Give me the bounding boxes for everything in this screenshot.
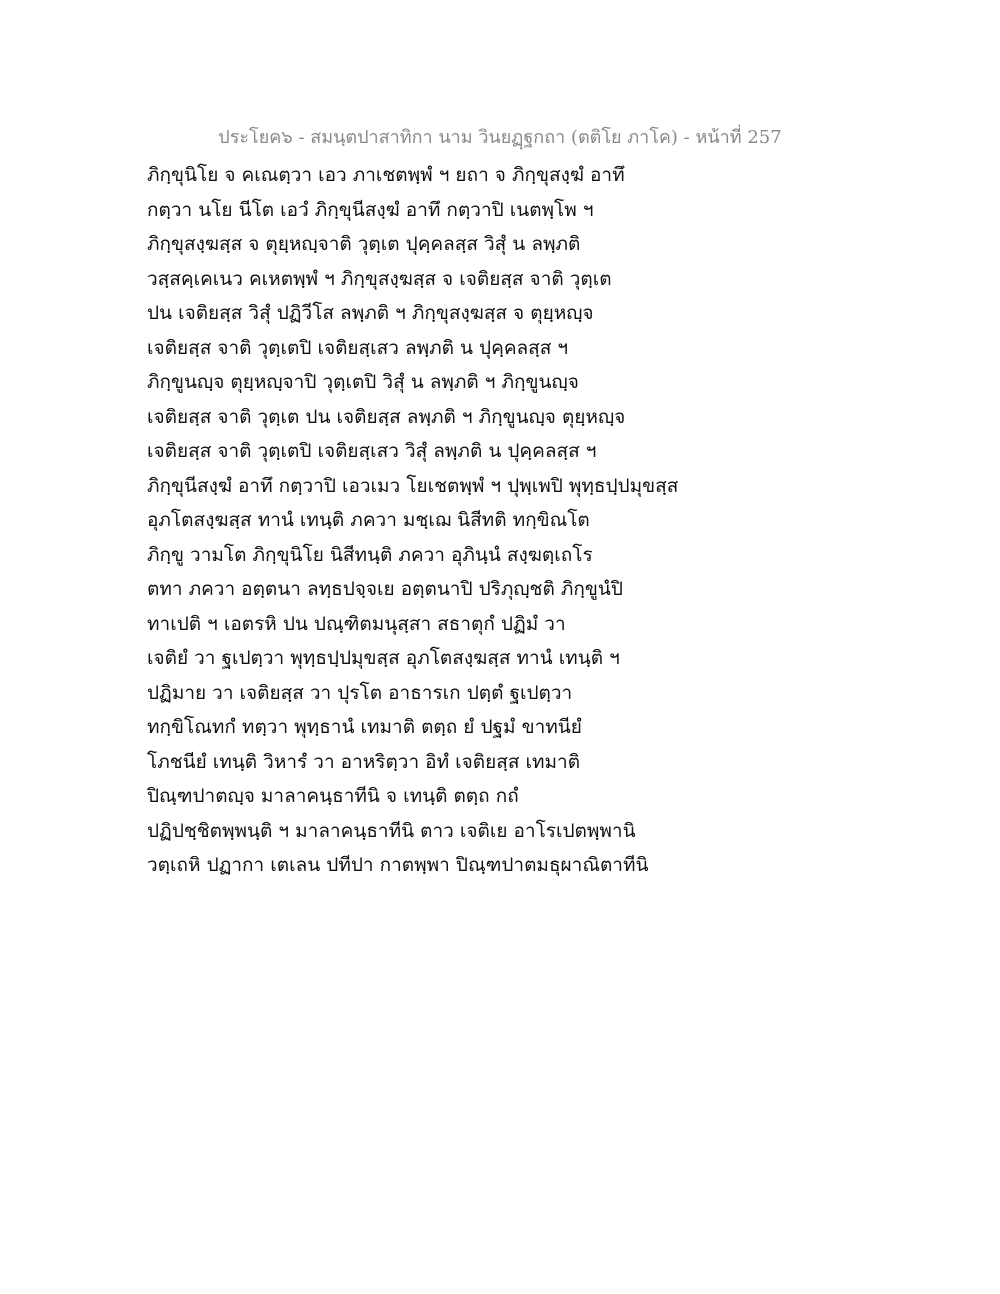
text-line: เจติยสฺส จาติ วุตฺเตปิ เจติยสฺเสว วิสุํ ลพฺภติ น ปุคฺคลสฺส ฯ [147,440,597,462]
text-line: ปฏิปชฺชิตพฺพนฺติ ฯ มาลาคนฺธาทีนิ ตาว เจติเย อาโรเปตพฺพานิ [147,819,636,842]
text-line: เจติยสฺส จาติ วุตฺเต ปน เจติยสฺส ลพฺภติ ฯ ภิกฺขูนญฺจ ตุยฺหญฺจ [147,405,626,428]
text-line: วสฺสคฺเคเนว คเหตพฺพํ ฯ ภิกฺขุสงฺฆสฺส จ เจติยสฺส จาติ วุตฺเต [147,267,612,290]
text-line: ทกฺขิโณทกํ ทตฺวา พุทฺธานํ เทมาติ ตตฺถ ยํ ปฐมํ ขาทนียํ [147,716,582,738]
text-line: อุภโตสงฺฆสฺส ทานํ เทนฺติ ภควา มชฺเฌ นิสีทติ ทกฺขิณโต [147,509,590,531]
text-line: โภชนียํ เทนฺติ วิหารํ วา อาหริตฺวา อิทํ เจติยสฺส เทมาติ [147,750,581,773]
text-line: ภิกฺขุนิโย จ คเณตฺวา เอว ภาเชตพฺพํ ฯ ยถา จ ภิกฺขุสงฺฆํ อาทึ [147,164,625,186]
page-header: ประโยค๖ - สมนฺตปาสาทิกา นาม วินยฏฺฐกถา (ตติโย ภาโค) - หน้าที่ 257 [218,127,782,148]
text-line: เจติยสฺส จาติ วุตฺเตปิ เจติยสฺเสว ลพฺภติ น ปุคฺคลสฺส ฯ [147,336,569,359]
text-line: ปฏิมาย วา เจติยสฺส วา ปุรโต อาธารเก ปตฺตํ ฐเปตฺวา [147,681,573,704]
text-line: กตฺวา นโย นีโต เอวํ ภิกฺขุนีสงฺฆํ อาทึ กตฺวาปิ เนตพฺโพ ฯ [147,198,594,221]
text-line: ภิกฺขู วามโต ภิกฺขุนิโย นิสีทนฺติ ภควา อุภินฺนํ สงฺฆตฺเถโร [147,543,593,566]
text-line: ภิกฺขุสงฺฆสฺส จ ตุยฺหญฺจาติ วุตฺเต ปุคฺคลสฺส วิสุํ น ลพฺภติ [147,233,581,255]
text-line: ภิกฺขุนีสงฺฆํ อาทึ กตฺวาปิ เอวเมว โยเชตพฺพํ ฯ ปุพฺเพปิ พุทฺธปฺปมุขสฺส [147,474,679,497]
text-line: ปน เจติยสฺส วิสุํ ปฏิวีโส ลพฺภติ ฯ ภิกฺขุสงฺฆสฺส จ ตุยฺหญฺจ [147,302,594,324]
body-text [147,158,867,883]
text-line: ตทา ภควา อตฺตนา ลทฺธปจฺจเย อตฺตนาปิ ปริภุญฺชติ ภิกฺขูนํปิ [147,578,623,600]
text-line: ทาเปติ ฯ เอตรหิ ปน ปณฺฑิตมนุสฺสา สธาตุกํ ปฏิมํ วา [147,612,566,635]
text-line: ภิกฺขูนญฺจ ตุยฺหญฺจาปิ วุตฺเตปิ วิสุํ น ลพฺภติ ฯ ภิกฺขูนญฺจ [147,371,579,393]
text-line: ปิณฺฑปาตญฺจ มาลาคนฺธาทีนิ จ เทนฺติ ตตฺถ กถํ [147,785,519,807]
text-line: เจติยํ วา ฐเปตฺวา พุทฺธปฺปมุขสฺส อุภโตสงฺฆสฺส ทานํ เทนฺติ ฯ [147,647,620,669]
text-line: วตฺเถหิ ปฏากา เตเลน ปทีปา กาตพฺพา ปิณฺฑปาตมธุผาณิตาทีนิ [147,854,649,876]
